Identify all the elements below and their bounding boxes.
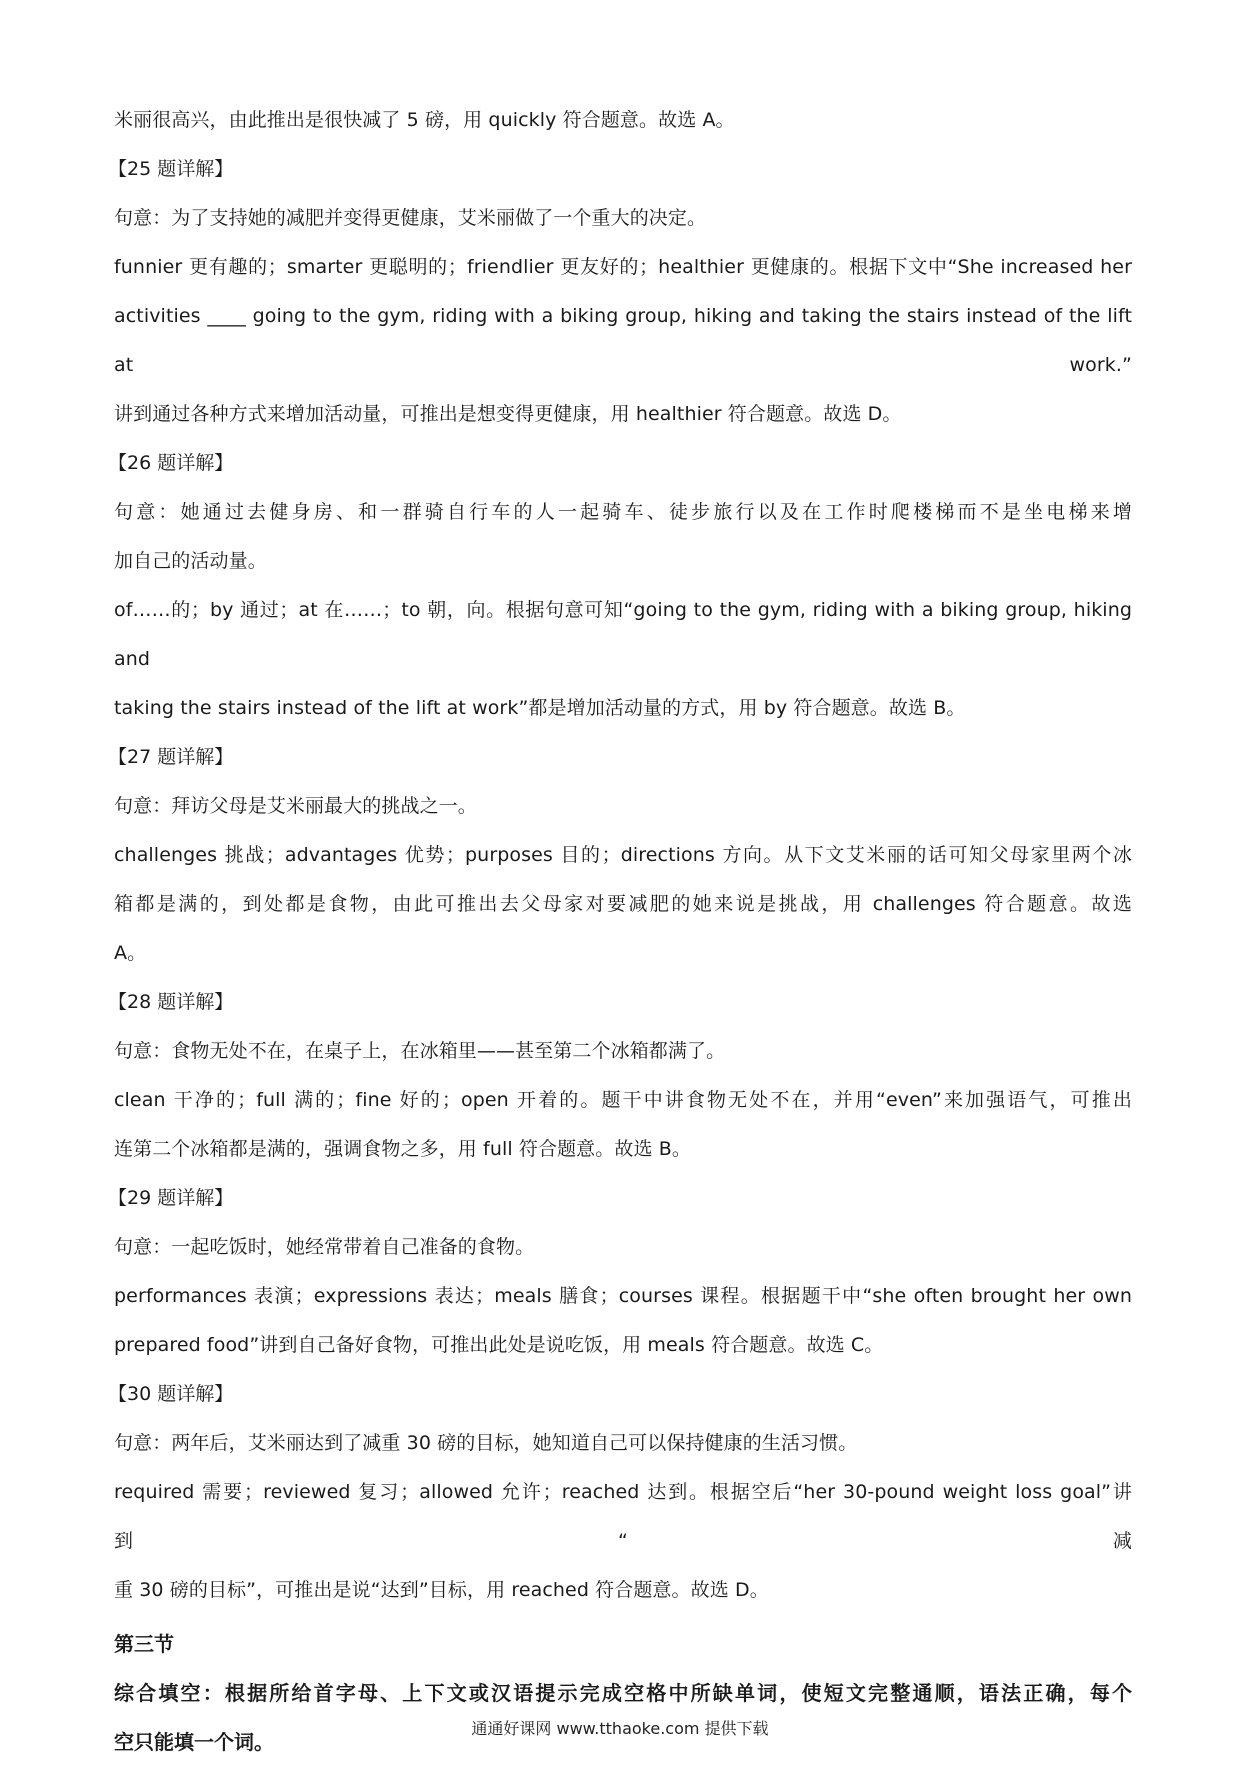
question-heading: 【26 题详解】 [108,452,234,474]
question-heading: 【25 题详解】 [108,158,234,180]
explanation-line: 讲到通过各种方式来增加活动量，可推出是想变得更健康，用 healthier 符合题意。故选 D。 [114,403,902,425]
explanation-line: 句意：一起吃饭时，她经常带着自己准备的食物。 [114,1236,535,1258]
explanation-line: prepared food”讲到自己备好食物，可推出此处是说吃饭，用 meals 符合题意。故选 C。 [114,1334,884,1356]
page-footer: 通通好课网 www.tthaoke.com 提供下载 [471,1719,769,1738]
explanation-line: clean 干净的；full 满的；fine 好的；open 开着的。题干中讲食物无处不在，并用“even”来加强语气，可推出 [114,1089,1132,1111]
explanation-line: 句意：她通过去健身房、和一群骑自行车的人一起骑车、徒步旅行以及在工作时爬楼梯而不是坐电梯来增 [114,501,1132,523]
explanation-line: 句意：食物无处不在，在桌子上，在冰箱里——甚至第二个冰箱都满了。 [114,1040,726,1062]
explanation-line: of……的；by 通过；at 在……；to 朝，向。根据句意可知“going to the gym, riding with a biking group, hiking and [114,599,1132,670]
section-instruction-line-1: 综合填空：根据所给首字母、上下文或汉语提示完成空格中所缺单词，使短文完整通顺，语法正确，每个 [114,1681,1132,1705]
explanation-line: 米丽很高兴，由此推出是很快减了 5 磅，用 quickly 符合题意。故选 A。 [114,109,735,131]
explanation-line: 句意：拜访父母是艾米丽最大的挑战之一。 [114,795,477,817]
explanation-line: 箱都是满的，到处都是食物，由此可推出去父母家对要减肥的她来说是挑战，用 challenges 符合题意。故选 [114,893,1132,915]
explanation-line: A。 [114,942,147,964]
document-page [108,96,1132,1767]
question-heading: 【27 题详解】 [108,746,234,768]
question-heading: 【29 题详解】 [108,1187,234,1209]
explanation-line: 重 30 磅的目标”，可推出是说“达到”目标，用 reached 符合题意。故选 D。 [114,1579,769,1601]
explanation-line: funnier 更有趣的；smarter 更聪明的；friendlier 更友好的；healthier 更健康的。根据下文中“She increased her [114,256,1132,278]
explanation-line: challenges 挑战；advantages 优势；purposes 目的；directions 方向。从下文艾米丽的话可知父母家里两个冰 [114,844,1132,866]
explanation-line: 加自己的活动量。 [114,550,267,572]
question-heading: 【28 题详解】 [108,991,234,1013]
explanation-line: performances 表演；expressions 表达；meals 膳食；courses 课程。根据题干中“she often brought her own [114,1285,1132,1307]
section-instruction-line-2: 空只能填一个词。 [114,1730,274,1754]
explanation-line: 句意：为了支持她的减肥并变得更健康，艾米丽做了一个重大的决定。 [114,207,707,229]
explanation-line: required 需要；reviewed 复习；allowed 允许；reached 达到。根据空后“her 30-pound weight loss goal”讲到“减 [114,1481,1132,1552]
explanation-line: 句意：两年后，艾米丽达到了减重 30 磅的目标，她知道自己可以保持健康的生活习惯。 [114,1432,858,1454]
explanation-line: activities ____ going to the gym, riding with a biking group, hiking and taking the stairs instead of the lift at work.” [114,305,1132,376]
explanation-body [108,96,1132,1615]
explanation-line: 连第二个冰箱都是满的，强调食物之多，用 full 符合题意。故选 B。 [114,1138,691,1160]
question-heading: 【30 题详解】 [108,1383,234,1405]
section-title: 第三节 [114,1632,174,1656]
explanation-line: taking the stairs instead of the lift at work”都是增加活动量的方式，用 by 符合题意。故选 B。 [114,697,966,719]
